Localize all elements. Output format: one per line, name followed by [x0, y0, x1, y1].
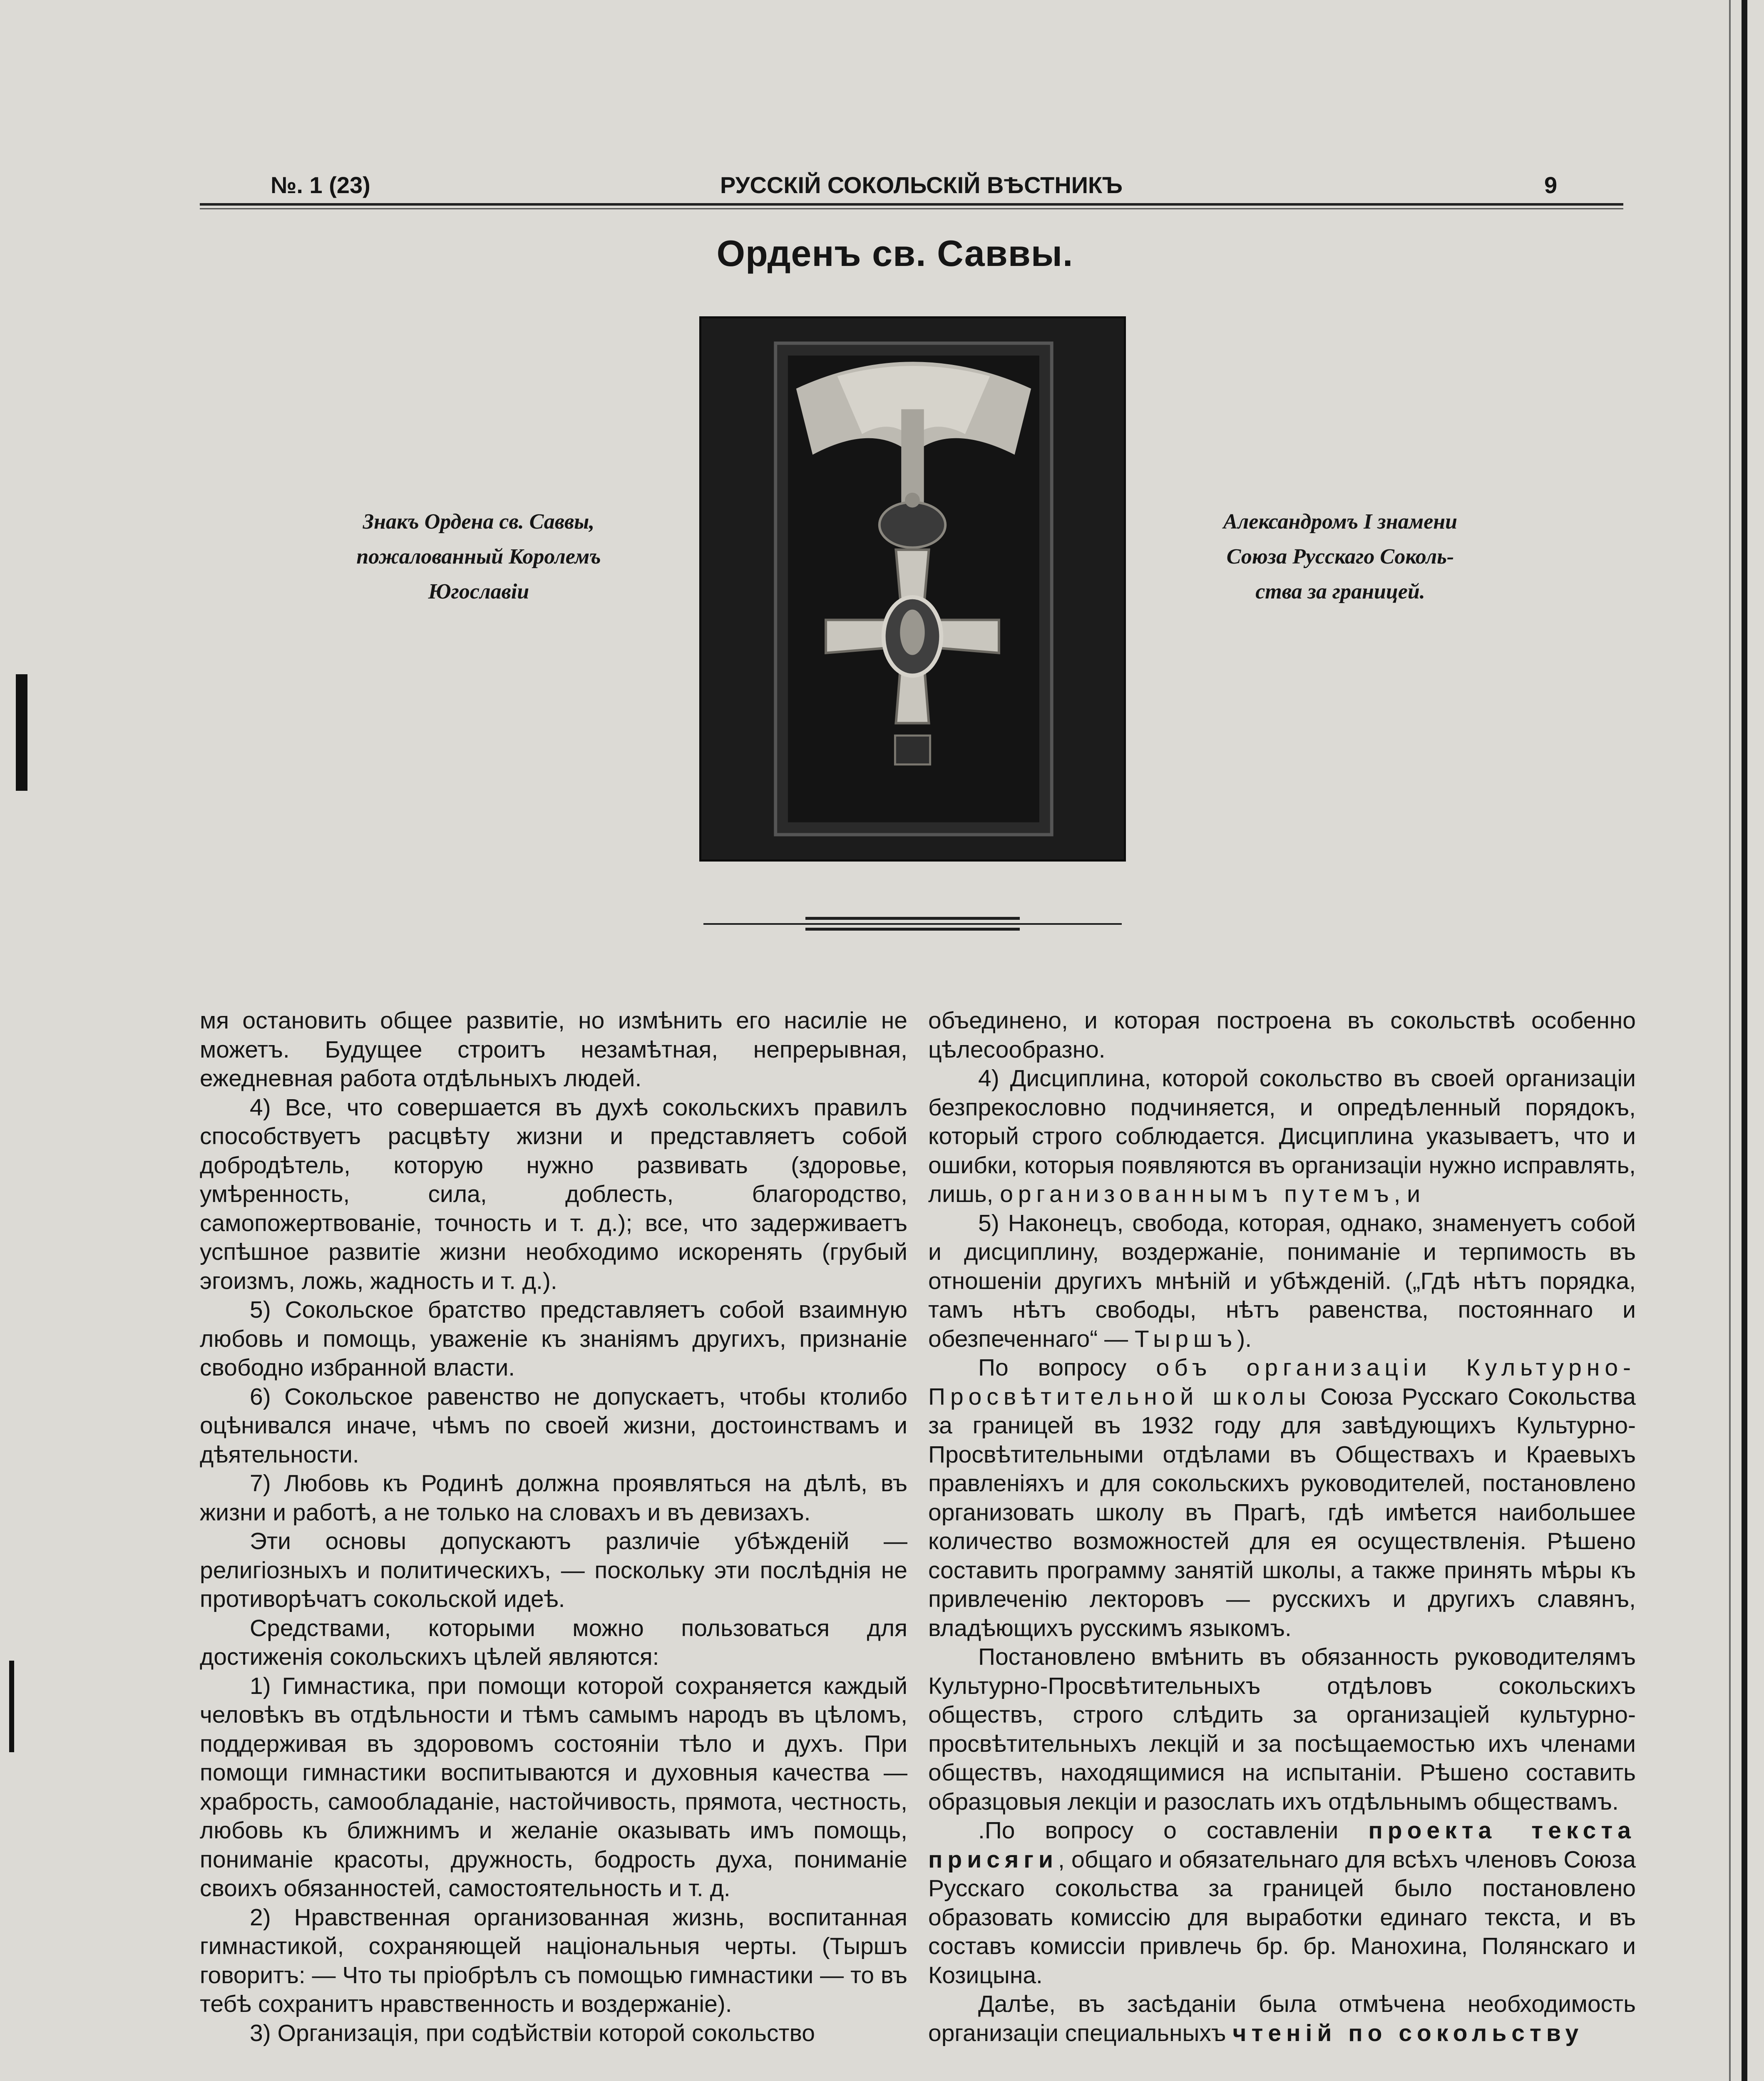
caption-line: Югославіи	[428, 580, 529, 603]
paragraph: Эти основы допускаютъ различіе убѣжденій — религіозныхъ и политическихъ, — поскольку эти послѣднія не противорѣчатъ сокольской идеѣ.	[200, 1528, 907, 1612]
text-run: Далѣе, въ засѣданіи была отмѣчена необходимость организаціи специальныхъ	[928, 1991, 1636, 2046]
paragraph	[928, 1990, 1636, 2048]
running-header	[200, 171, 1623, 205]
spaced-text: Тыршъ	[1134, 1325, 1237, 1352]
paragraph: 2) Нравственная организованная жизнь, воспитанная гимнастикой, сохраняющей національныя черты. (Тыршъ говоритъ: — Что ты пріобрѣлъ съ помощью гимнастики — то въ тебѣ сохранитъ нравственность и воздержаніе).	[200, 1904, 907, 2017]
ornament-rule-upper	[805, 917, 1020, 920]
order-of-st-sava-image	[701, 318, 1124, 859]
paragraph: 5) Сокольское братство представляетъ собой взаимную любовь и помощь, уваженіе къ знаніямъ другихъ, признаніе свободно избранной власти.	[200, 1296, 907, 1381]
paragraph: 1) Гимнастика, при помощи которой сохраняется каждый человѣкъ въ отдѣльности и тѣмъ самымъ народъ въ цѣломъ, поддерживая въ здоровомъ состояніи тѣло и духъ. При помощи гимнастики воспитываются и духовныя качества — храбрость, самообладаніе, настойчивость, прямота, честность, любовь къ ближнимъ и желаніе оказывать имъ помощь, пониманіе красоты, дружность, бодрость духа, пониманіе своихъ обязанностей, самостоятельность и т. д.	[200, 1672, 907, 1902]
caption-line: ства за границей.	[1255, 580, 1425, 603]
paragraph: 3) Организація, при содѣйствіи которой сокольство	[250, 2019, 815, 2046]
paragraph: 4) Все, что совершается въ духѣ сокольскихъ правилъ способствуетъ расцвѣту жизни и представляетъ собой добродѣтель, которую нужно развивать (здоровье, умѣренность, сила, доблесть, благородство, самопожертвованіе, точность и т. д.); все, что задерживаетъ успѣшное развитіе жизни необходимо искоренять (грубый эгоизмъ, ложь, жадность и т. д.).	[200, 1094, 907, 1294]
caption-line: Александромъ I знамени	[1223, 510, 1458, 534]
paragraph: 6) Сокольское равенство не допускаетъ, чтобы ктолибо оцѣнивался иначе, чѣмъ по своей жизни, достоинствамъ и дѣятельности.	[200, 1383, 907, 1468]
paragraph: объединено, и которая построена въ сокольствѣ особенно цѣлесообразно.	[928, 1007, 1636, 1063]
order-photo	[699, 316, 1126, 862]
spaced-text: чтеній по сокольству	[1232, 2019, 1584, 2046]
left-text-column	[200, 1006, 907, 2048]
paragraph	[928, 1064, 1636, 1209]
text-run: ).	[1237, 1325, 1252, 1352]
paragraph: Средствами, которыми можно пользоваться для достиженія сокольскихъ цѣлей являются:	[200, 1614, 907, 1670]
binding-mark	[9, 1661, 14, 1752]
paragraph	[928, 1209, 1636, 1354]
page-edge	[1742, 0, 1747, 2081]
text-run: .По вопросу о составленіи	[978, 1817, 1369, 1844]
photo-caption-right	[1170, 504, 1511, 609]
right-text-column	[928, 1006, 1636, 2048]
header-rule-thin	[200, 208, 1623, 209]
ornament-rule	[703, 923, 1122, 925]
text-run: 4) Дисциплина, которой сокольство въ своей организаціи безпрекословно подчиняется, и опредѣленный порядокъ, который строго соблюдается. Дисциплина указываетъ, что и ошибки, которыя появляются въ организаціи нужно исправлять, лишь,	[928, 1065, 1636, 1207]
paragraph: мя остановить общее развитіе, но измѣнить его насиліе не можетъ. Будущее строитъ незамѣтная, непрерывная, ежедневная работа отдѣльныхъ людей.	[200, 1007, 907, 1092]
photo-caption-left	[308, 504, 649, 609]
paragraph	[928, 1353, 1636, 1643]
paragraph	[928, 1816, 1636, 1990]
text-run: , общаго и обязательнаго для всѣхъ членовъ Союза Русскаго сокольства за границей было постановлено образовать комиссію для выработки единаго текста, и въ составъ комиссіи привлечь бр. бр. Манохина, Полянскаго и Козицына.	[928, 1846, 1636, 1989]
paragraph: Постановлено вмѣнить въ обязанность руководителямъ Культурно-Просвѣтительныхъ отдѣловъ сокольскихъ обществъ, строго слѣдить за организаціей культурно-просвѣтительныхъ лекцій и за посѣщаемостью ихъ членами обществъ, находящимися на испытаніи. Рѣшено составить образцовыя лекціи и разослать ихъ отдѣльнымъ обществамъ.	[928, 1644, 1636, 1815]
journal-title: РУССКІЙ СОКОЛЬСКІЙ ВѢСТНИКЪ	[720, 172, 1123, 198]
header-rule	[200, 203, 1623, 206]
text-run: 5) Наконецъ, свобода, которая, однако, знаменуетъ собой и дисциплину, воздержаніе, пониманіе и терпимость въ отношеніи другихъ мнѣній и убѣжденій. („Гдѣ нѣтъ порядка, тамъ нѣтъ свободы, нѣтъ равенства, постояннаго и обезпеченнаго“ —	[928, 1209, 1636, 1352]
spaced-text: объ организаціи Культурно-Просвѣтительной школы	[928, 1354, 1636, 1410]
page-number: 9	[1544, 172, 1558, 198]
caption-line: Знакъ Ордена св. Саввы,	[363, 510, 595, 534]
issue-number: №. 1 (23)	[271, 172, 370, 198]
ornament-rule-lower	[805, 928, 1020, 931]
spaced-text: организованнымъ путемъ	[1000, 1181, 1394, 1207]
article-title: Орденъ св. Саввы.	[716, 233, 1073, 274]
caption-line: пожалованный Королемъ	[356, 545, 601, 569]
text-run: , и	[1394, 1181, 1421, 1207]
caption-line: Союза Русскаго Соколь-	[1226, 545, 1454, 569]
text-run: По вопросу	[978, 1354, 1156, 1381]
binding-mark	[16, 674, 27, 791]
page-edge-shadow	[1729, 0, 1731, 2081]
paragraph: 7) Любовь къ Родинѣ должна проявляться на дѣлѣ, въ жизни и работѣ, а не только на словахъ и въ девизахъ.	[200, 1470, 907, 1526]
spaced-text: проекта текста присяги	[928, 1817, 1636, 1873]
text-run: Союза Русскаго Сокольства за границей въ 1932 году для завѣдующихъ Культурно-Просвѣтительными отдѣлами въ Обществахъ и Краевыхъ правленіяхъ и для сокольскихъ руководителей, постановлено организовать школу въ Прагѣ, гдѣ имѣется наибольшее количество возможностей для ея осуществленія. Рѣшено составить программу занятій школы, а также принять мѣры къ привлеченію лекторовъ — русскихъ и другихъ славянъ, владѣющихъ русскимъ языкомъ.	[928, 1383, 1636, 1641]
